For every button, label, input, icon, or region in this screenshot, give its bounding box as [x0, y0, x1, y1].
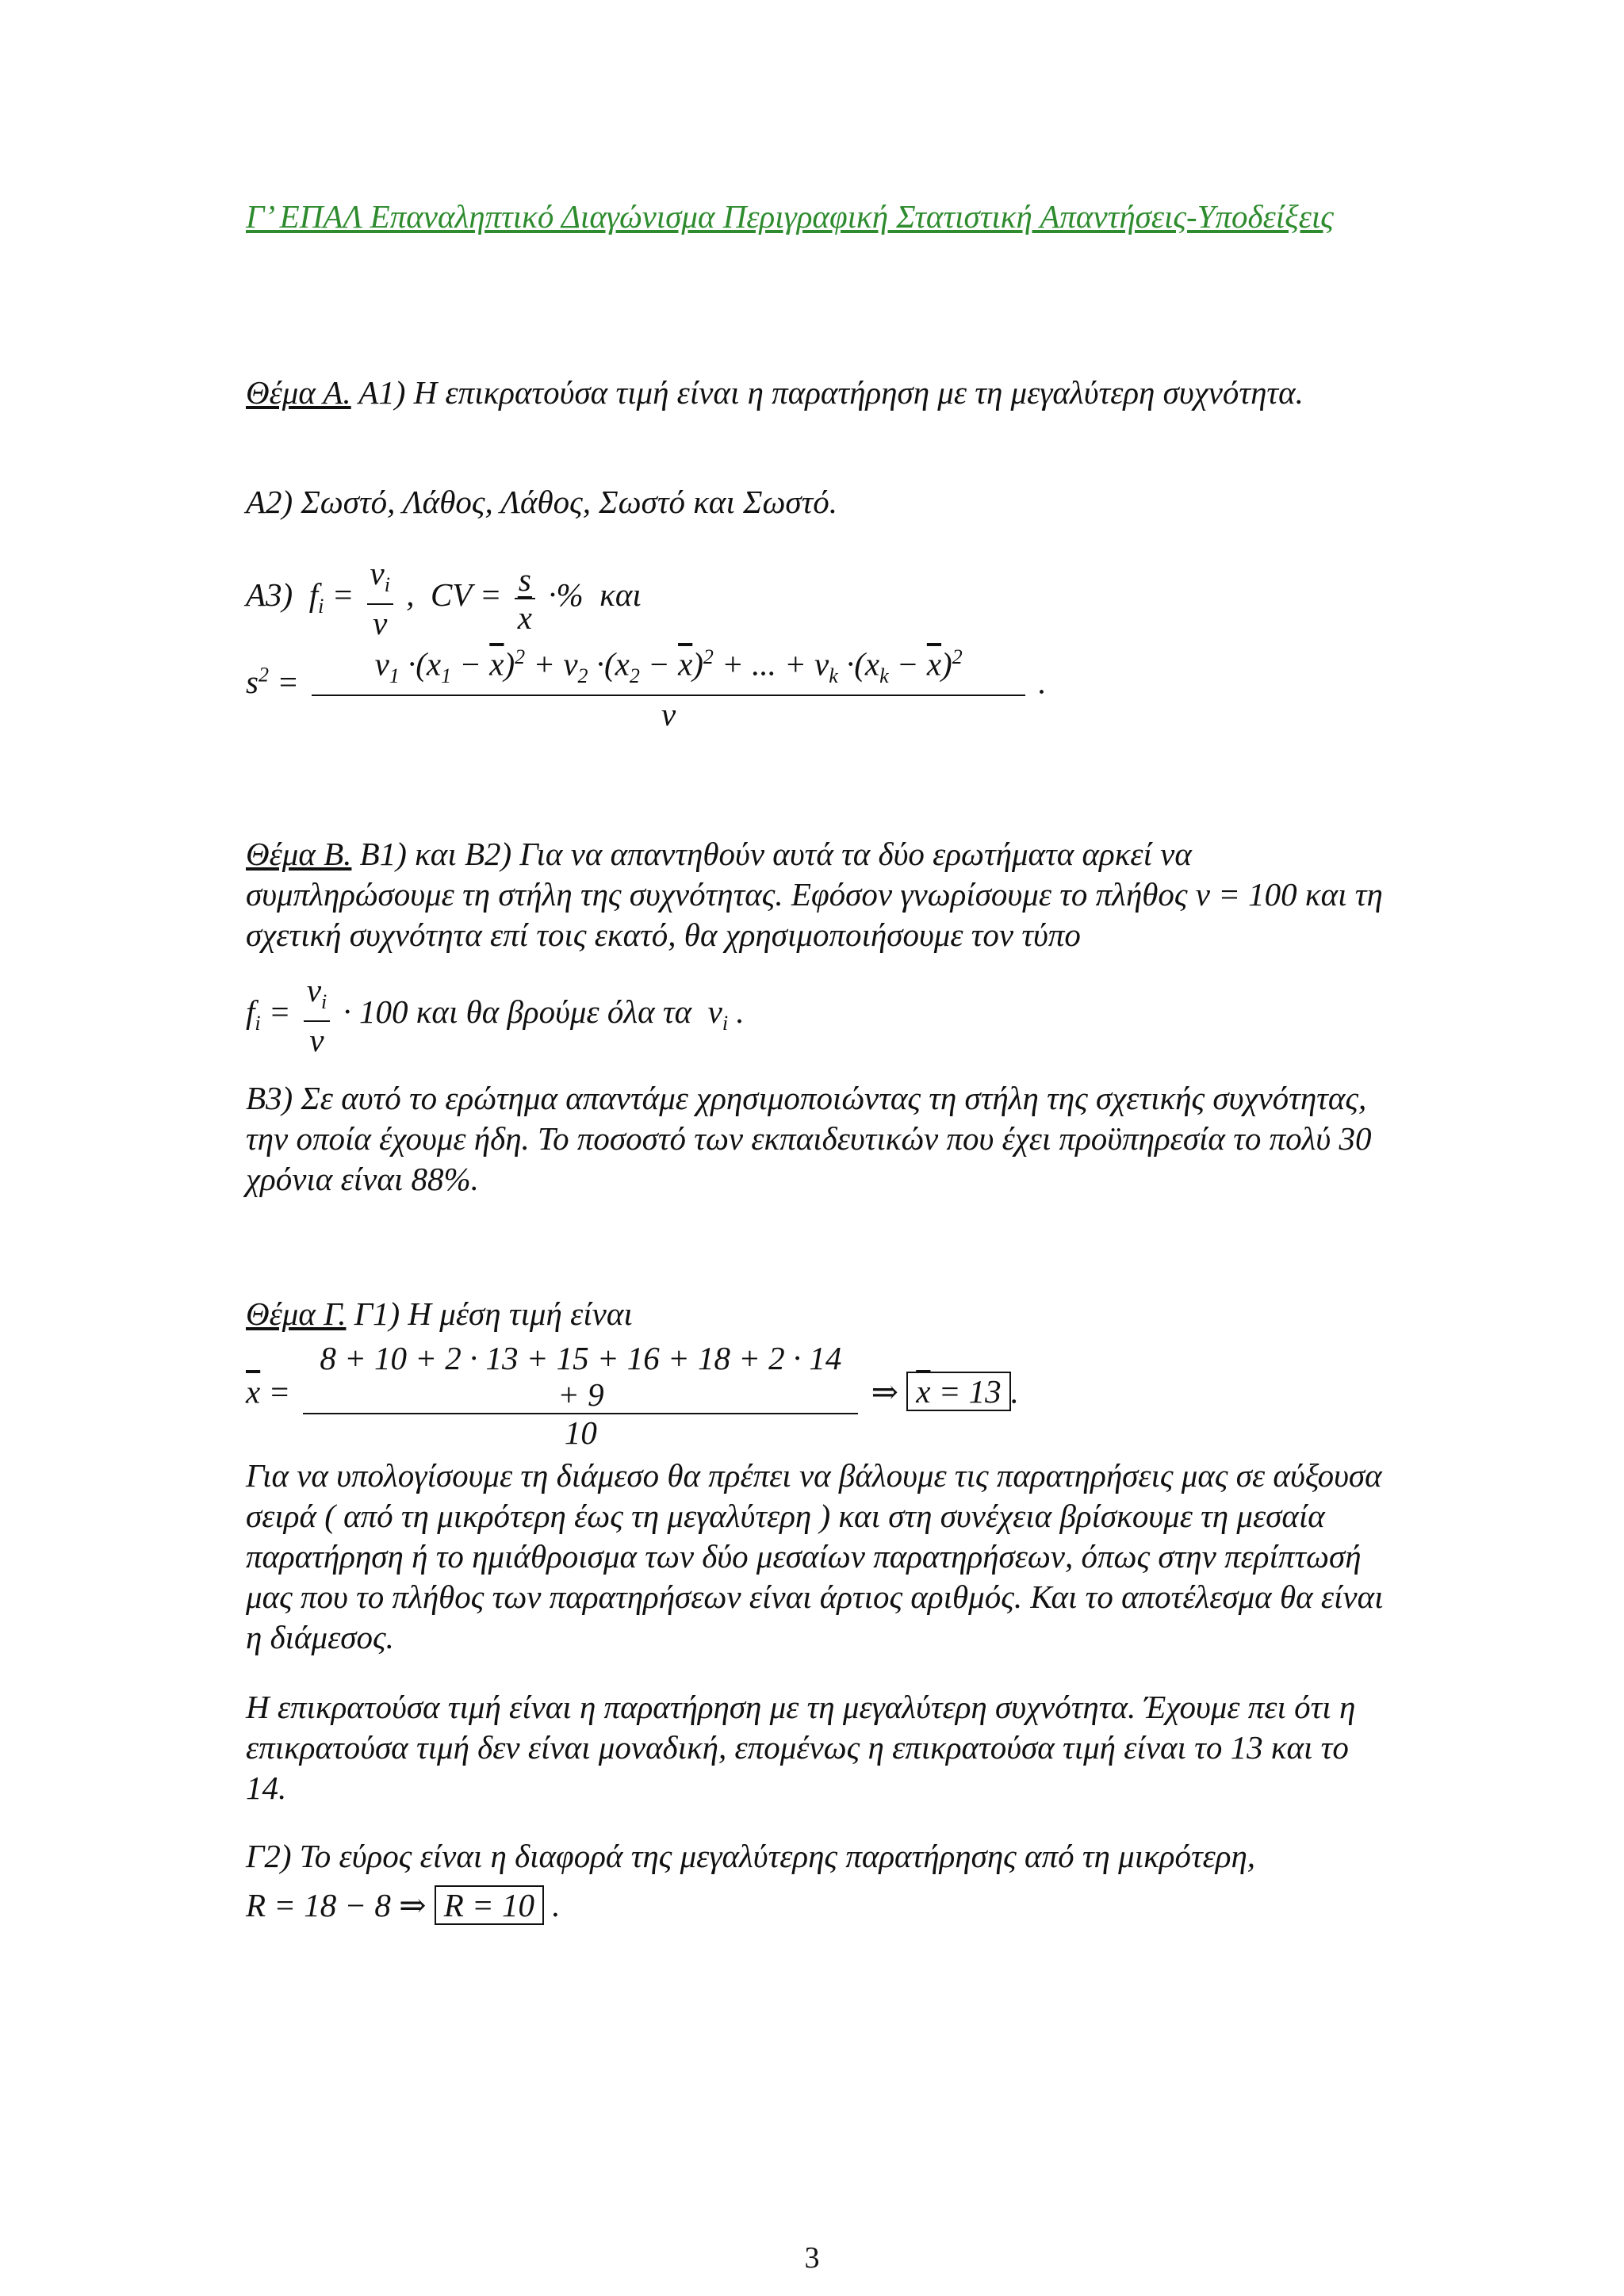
range-formula: R = 18 − 8 ⇒ R = 10 . [246, 1887, 561, 1923]
formula-tail: · 100 και θα βρούμε όλα τα [343, 993, 692, 1030]
fi-formula-line: $f_i$ = $\frac{v_i}{v}$ · 100 και θα βρούμε όλα τα $v_i$ . [246, 972, 745, 1059]
a3-label: Α3) [246, 576, 293, 613]
and-word: και [599, 576, 642, 613]
mode-paragraph: Η επικρατούσα τιμή είναι η παρατήρηση με τη μεγαλύτερη συχνότητα. Έχουμε πει ότι η επικρατούσα τιμή δεν είναι μοναδική, επομένως η επικρατούσα τιμή είναι το 13 και το 14. [246, 1689, 1356, 1806]
theme-c-heading: Θέμα Γ. [246, 1295, 347, 1332]
fraction-vi-over-v-b: $\frac{v_i}{v}$ [304, 972, 330, 1058]
theme-b-b1-text: Β1) και Β2) Για να απαντηθούν αυτά τα δύο ερωτήματα αρκεί να συμπληρώσουμε τη στήλη της συχνότητας. Εφόσον γνωρίσουμε το πλήθος ν = 100 και τη σχετική συχνότητα επί τοις εκατό, θα χρησιμοποιήσουμε τον τύπο [246, 836, 1383, 953]
theme-a-a1 [246, 373, 1388, 413]
document-title: Γ’ ΕΠΑΛ Επαναληπτικό Διαγώνισμα Περιγραφική Στατιστική Απαντήσεις-Υποδείξεις [246, 198, 1334, 235]
fraction-vi-over-v: $\frac{v_i}{v}$ [367, 555, 393, 641]
range-result-box: R = 10 [435, 1885, 544, 1925]
variance-fraction: $\frac{v_1 \cdot(x_1 - \overline{x})^2 + v_2 \cdot(x_2 - \overline{x})^2 + ... + v_k \cdot(x_k - \overline{x})^2}{v}$ [312, 639, 1025, 733]
theme-b-b3: Β3) Σε αυτό το ερώτημα απαντάμε χρησιμοποιώντας τη στήλη της σχετικής συχνότητας, την οποία έχουμε ήδη. Το ποσοστό των εκπαιδευτικών που έχει προϋπηρεσία το πολύ 30 χρόνια είναι 88%. [246, 1080, 1372, 1197]
theme-a-a1-text: Α1) Η επικρατούσα τιμή είναι η παρατήρηση με τη μεγαλύτερη συχνότητα. [358, 374, 1304, 411]
theme-b-b1-b2 [246, 834, 1388, 955]
theme-a-a3-formulas: Α3) $f_i$ = $\frac{v_i}{v}$ , CV = $\frac{s}{x}$ ·% και [246, 555, 642, 642]
page-number: 3 [804, 2241, 820, 2275]
theme-a-a2: Α2) Σωστό, Λάθος, Λάθος, Σωστό και Σωστό. [246, 484, 838, 520]
mean-formula: $\overline{x}$ = $\frac{8 + 10 + 2 \cdot 13 + 15 + 16 + 18 + 2 \cdot 14 + 9}{10}$ ⇒ $\overline{x} = 13$ . [246, 1340, 1019, 1451]
mean-fraction: $\frac{8 + 10 + 2 \cdot 13 + 15 + 16 + 18 + 2 \cdot 14 + 9}{10}$ [303, 1340, 858, 1451]
g2-paragraph: Γ2) Το εύρος είναι η διαφορά της μεγαλύτερης παρατήρησης από τη μικρότερη, [246, 1838, 1256, 1874]
fraction-s-over-x: $\frac{s}{x}$ [515, 561, 535, 636]
median-paragraph: Για να υπολογίσουμε τη διάμεσο θα πρέπει να βάλουμε τις παρατηρήσεις μας σε αύξουσα σειρά ( από τη μικρότερη έως τη μεγαλύτερη ) και στη συνέχεια βρίσκουμε τη μεσαία παρατήρηση ή το ημιάθροισμα των δύο μεσαίων παρατηρήσεων, όπως στην περίπτωσή μας που το πλήθος των παρατηρήσεων είναι άρτιος αριθμός. Και το αποτέλεσμα θα είναι η διάμεσος. [246, 1457, 1384, 1655]
theme-b-heading: Θέμα Β. [246, 836, 352, 872]
variance-formula: $s^2$ = $\frac{v_1 \cdot(x_1 - \overline{x})^2 + v_2 \cdot(x_2 - \overline{x})^2 + ... + v_k \cdot(x_k - \overline{x})^2}{v}$ . [246, 639, 1047, 733]
theme-a-heading: Θέμα Α. [246, 374, 351, 411]
mean-result-box: $\overline{x} = 13$ [906, 1372, 1010, 1411]
theme-c-heading-line [246, 1294, 1388, 1334]
theme-c-g1-text: Γ1) Η μέση τιμή είναι [354, 1295, 633, 1332]
